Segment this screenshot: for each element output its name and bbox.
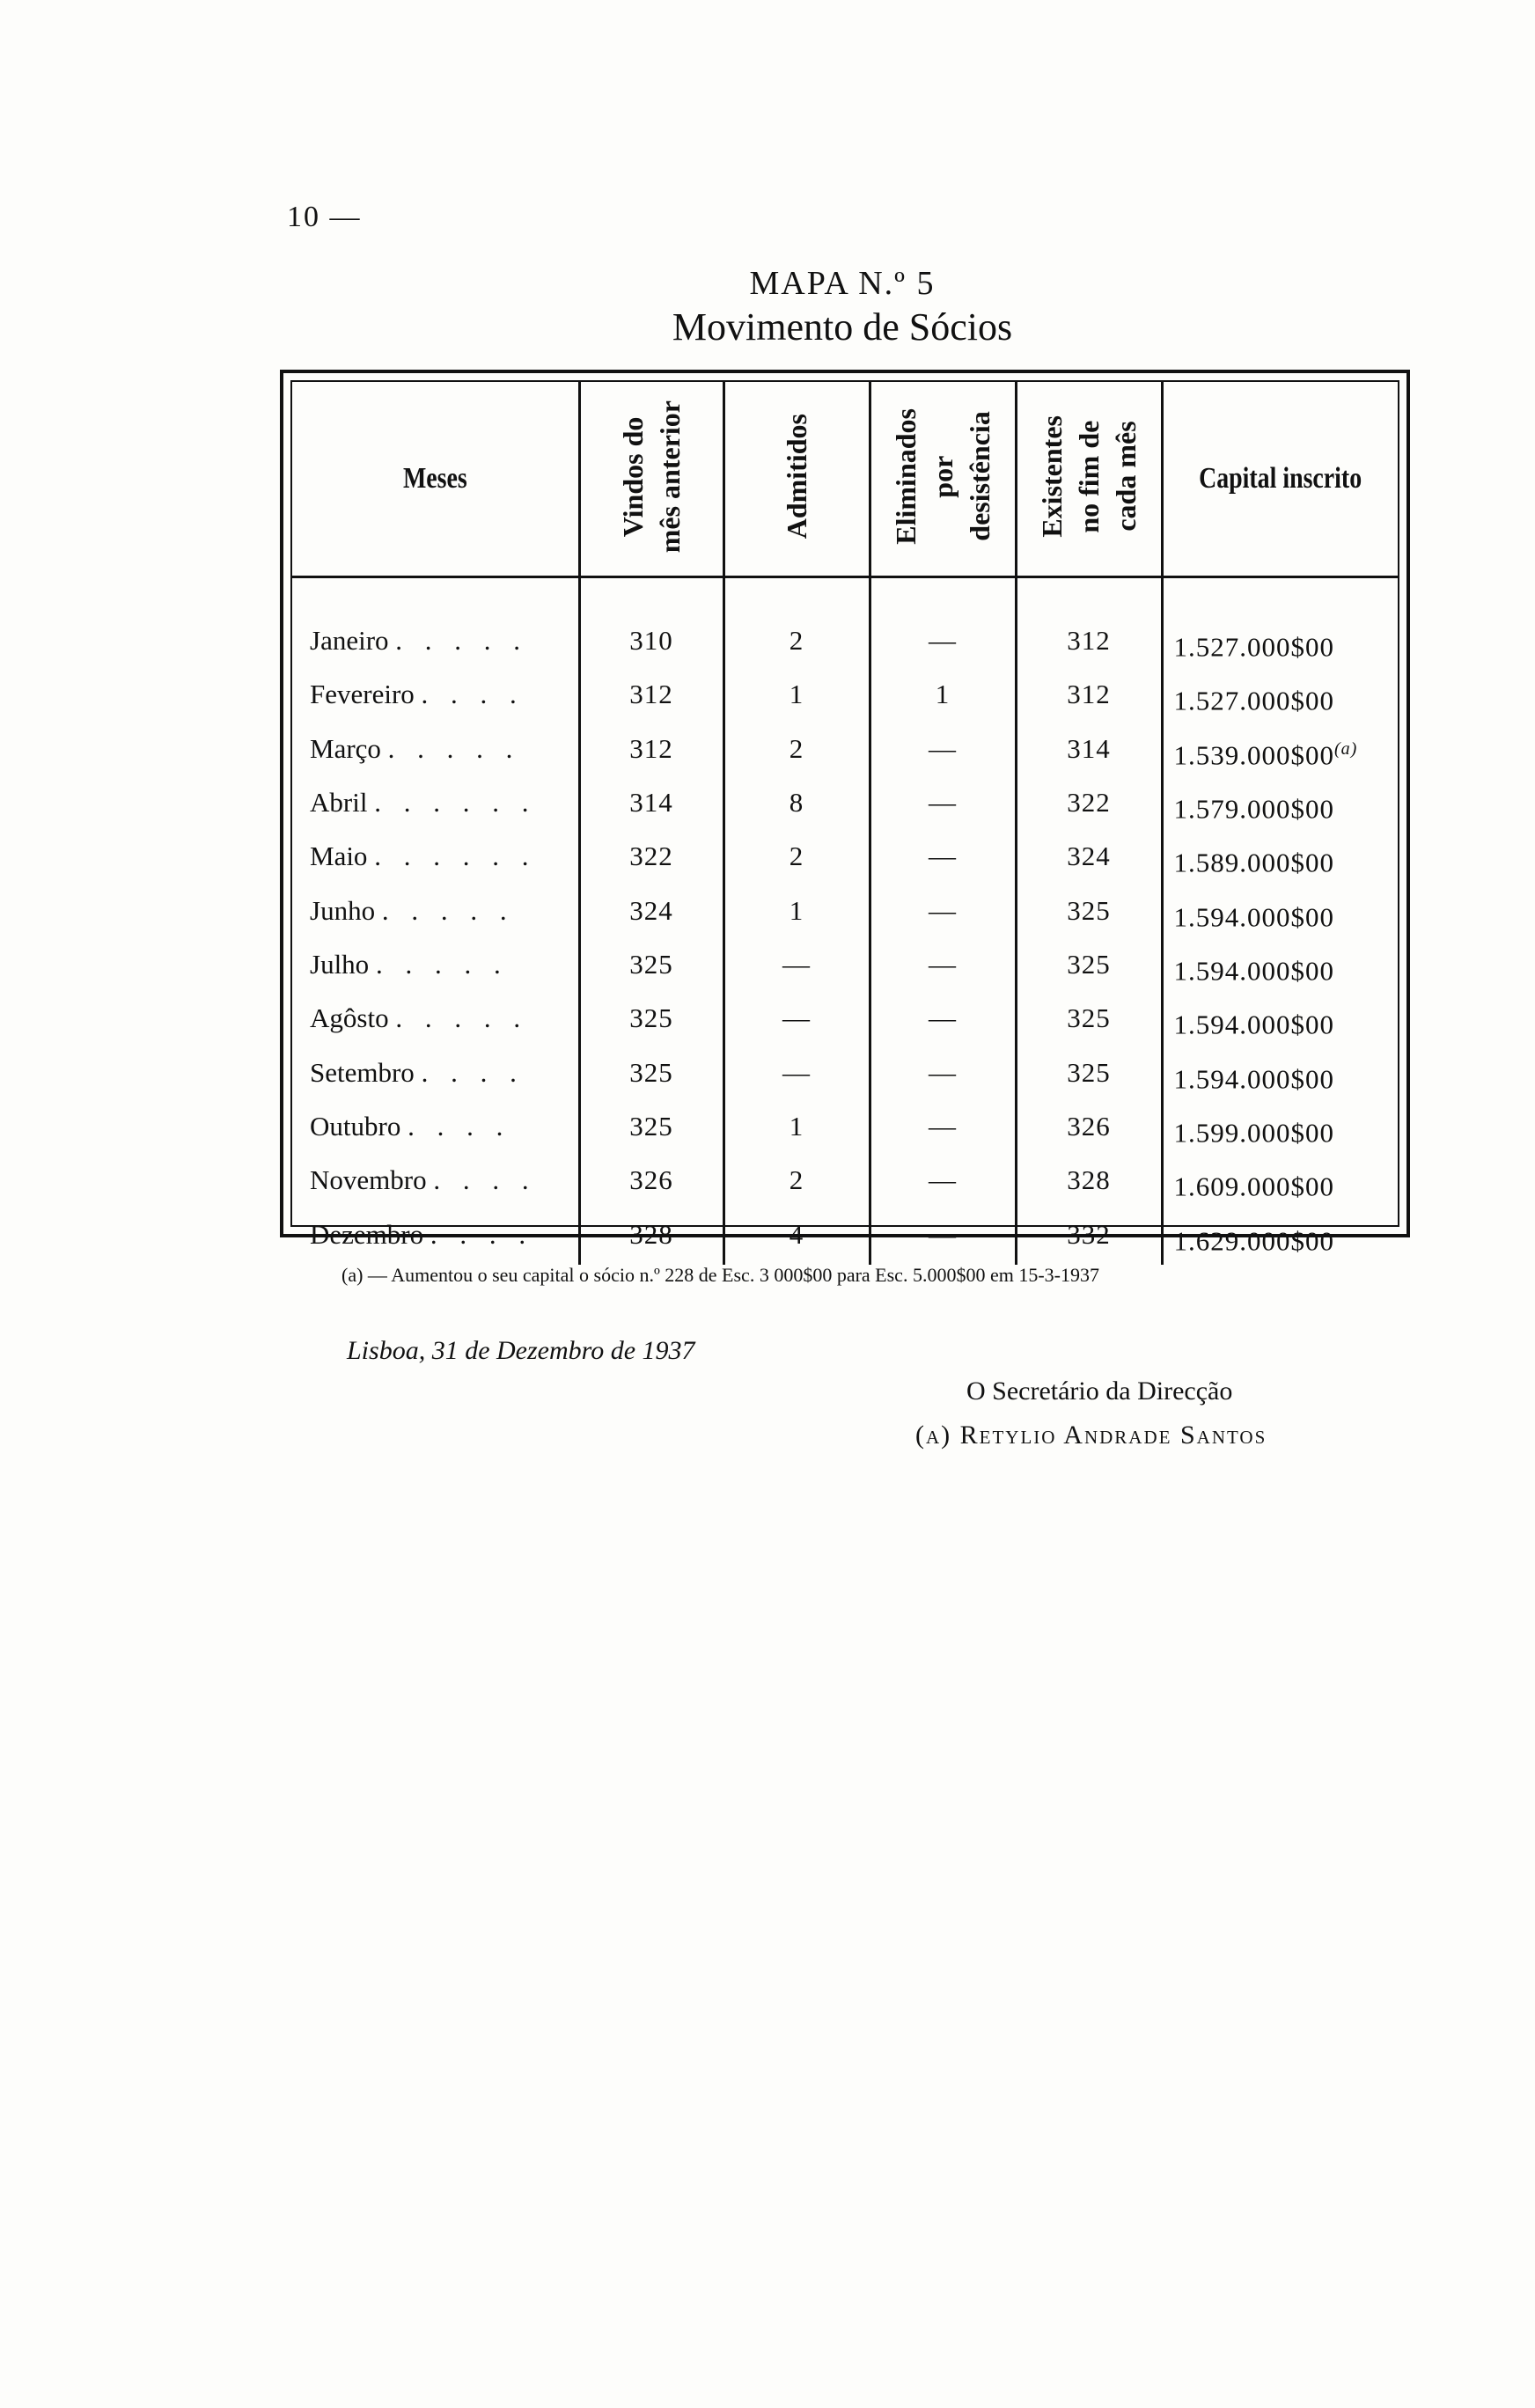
cell-eliminated: — [870, 995, 1016, 1048]
cell-previous: 312 [579, 725, 723, 779]
page-number: 10 — [287, 201, 362, 233]
cell-previous: 324 [579, 887, 723, 941]
cell-previous: 325 [579, 1049, 723, 1103]
cell-admitted: 1 [723, 1103, 870, 1156]
header-previous [579, 382, 723, 577]
header-eliminated-label: Eliminados por desistência [890, 408, 995, 545]
cell-capital: 1.599.000$00 [1173, 1117, 1334, 1149]
table-row [292, 995, 1398, 1048]
cell-admitted: — [723, 1049, 870, 1103]
cell-previous: 322 [579, 833, 723, 886]
cell-existing: 312 [1016, 671, 1162, 724]
table-row [292, 1103, 1398, 1156]
header-admitted-label: Admitidos [781, 414, 812, 540]
cell-month: Março . . . . . [292, 725, 579, 779]
cell-capital: 1.589.000$00 [1173, 847, 1334, 878]
cell-eliminated: — [870, 941, 1016, 995]
cell-existing: 325 [1016, 887, 1162, 941]
cell-eliminated: — [870, 1049, 1016, 1103]
cell-month: Agôsto . . . . . [292, 995, 579, 1048]
cell-eliminated: — [870, 1103, 1016, 1156]
cell-existing: 328 [1016, 1156, 1162, 1210]
table-row [292, 1211, 1398, 1265]
cell-month: Janeiro . . . . . [292, 617, 579, 671]
cell-admitted: — [723, 941, 870, 995]
cell-existing: 332 [1016, 1211, 1162, 1265]
table-row [292, 671, 1398, 724]
cell-previous: 325 [579, 995, 723, 1048]
cell-existing: 312 [1016, 617, 1162, 671]
cell-admitted: — [723, 995, 870, 1048]
footnote: (a) — Aumentou o seu capital o sócio n.º 228 de Esc. 3 000$00 para Esc. 5.000$00 em 15-3-1937 [342, 1264, 1099, 1286]
cell-existing: 326 [1016, 1103, 1162, 1156]
cell-previous: 325 [579, 1103, 723, 1156]
cell-capital: 1.594.000$00 [1173, 955, 1334, 987]
header-admitted [723, 382, 870, 577]
cell-existing: 325 [1016, 941, 1162, 995]
cell-previous: 314 [579, 779, 723, 833]
cell-capital: 1.594.000$00 [1173, 1062, 1334, 1094]
table-row [292, 941, 1398, 995]
signatory-title: O Secretário da Direcção [966, 1377, 1233, 1406]
table-row [292, 1049, 1398, 1103]
header-previous-label: Vindos do mês anterior [617, 400, 686, 554]
cell-eliminated: — [870, 887, 1016, 941]
cell-month: Dezembro . . . . [292, 1211, 579, 1265]
cell-admitted: 4 [723, 1211, 870, 1265]
cell-previous: 312 [579, 671, 723, 724]
cell-admitted: 2 [723, 725, 870, 779]
header-existing [1016, 382, 1162, 577]
cell-admitted: 2 [723, 617, 870, 671]
cell-capital: 1.579.000$00 [1173, 793, 1334, 825]
cell-admitted: 8 [723, 779, 870, 833]
map-title: MAPA N.º 5 [749, 265, 936, 302]
cell-eliminated: — [870, 779, 1016, 833]
cell-month: Fevereiro . . . . [292, 671, 579, 724]
table-row [292, 617, 1398, 671]
cell-month: Setembro . . . . [292, 1049, 579, 1103]
cell-admitted: 1 [723, 671, 870, 724]
header-capital: Capital inscrito [1183, 382, 1377, 577]
cell-existing: 325 [1016, 995, 1162, 1048]
header-month: Meses [318, 382, 553, 577]
table-row [292, 1156, 1398, 1210]
cell-existing: 314 [1016, 725, 1162, 779]
cell-eliminated: — [870, 1156, 1016, 1210]
cell-capital: 1.629.000$00 [1173, 1224, 1334, 1256]
cell-capital: 1.609.000$00 [1173, 1171, 1334, 1202]
table-row [292, 887, 1398, 941]
cell-month: Julho . . . . . [292, 941, 579, 995]
cell-capital: 1.527.000$00 [1173, 685, 1334, 716]
cell-admitted: 1 [723, 887, 870, 941]
cell-capital: 1.527.000$00 [1173, 631, 1334, 663]
table-row [292, 725, 1398, 779]
cell-month: Novembro . . . . [292, 1156, 579, 1210]
map-subtitle: Movimento de Sócios [672, 305, 1013, 349]
cell-month: Outubro . . . . [292, 1103, 579, 1156]
cell-previous: 326 [579, 1156, 723, 1210]
header-row [292, 382, 1398, 577]
place-date: Lisboa, 31 de Dezembro de 1937 [347, 1336, 695, 1365]
cell-admitted: 2 [723, 833, 870, 886]
capital-note: (a) [1334, 738, 1358, 759]
title-block [0, 264, 1535, 349]
cell-existing: 322 [1016, 779, 1162, 833]
cell-eliminated: — [870, 725, 1016, 779]
cell-admitted: 2 [723, 1156, 870, 1210]
cell-capital: 1.594.000$00 [1173, 1009, 1334, 1040]
cell-eliminated: — [870, 617, 1016, 671]
cell-eliminated: — [870, 1211, 1016, 1265]
cell-month: Abril . . . . . . [292, 779, 579, 833]
table-row [292, 833, 1398, 886]
cell-previous: 325 [579, 941, 723, 995]
header-eliminated [870, 382, 1016, 577]
members-table-frame [280, 370, 1410, 1256]
cell-eliminated: — [870, 833, 1016, 886]
cell-eliminated: 1 [870, 671, 1016, 724]
header-existing-label: Existentes no fim de cada mês [1036, 415, 1142, 538]
signatory-name: (a) Retylio Andrade Santos [915, 1421, 1267, 1450]
cell-capital: 1.539.000$00$^{(a)}$ [1173, 738, 1358, 770]
cell-month: Junho . . . . . [292, 887, 579, 941]
cell-capital: 1.594.000$00 [1173, 900, 1334, 932]
cell-existing: 324 [1016, 833, 1162, 886]
cell-previous: 328 [579, 1211, 723, 1265]
cell-existing: 325 [1016, 1049, 1162, 1103]
members-table-inner [290, 380, 1399, 1256]
table-row [292, 779, 1398, 833]
members-table [292, 382, 1398, 1265]
cell-previous: 310 [579, 617, 723, 671]
cell-month: Maio . . . . . . [292, 833, 579, 886]
